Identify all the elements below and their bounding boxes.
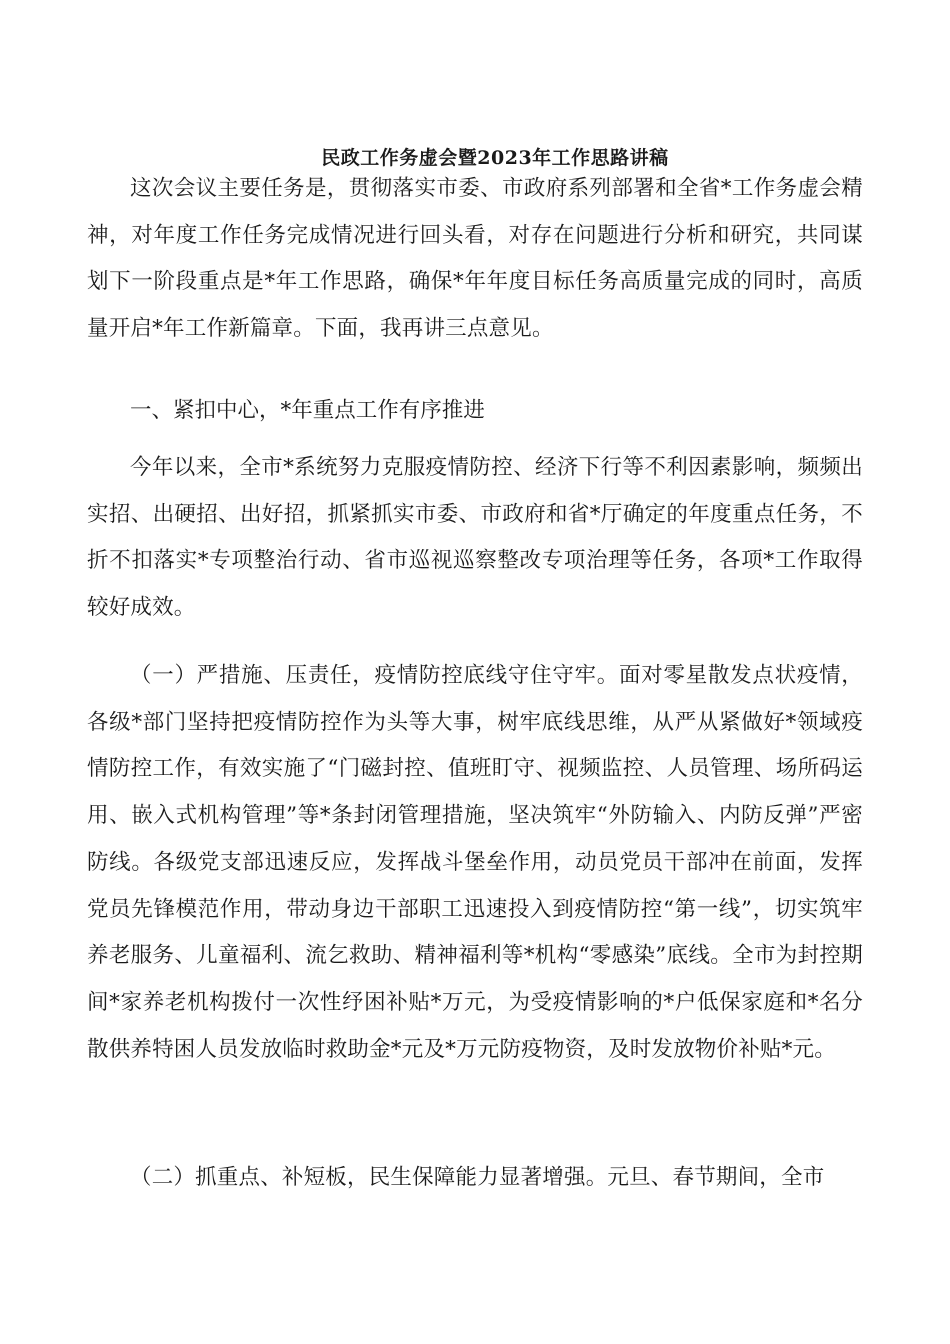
item-paragraph-2: （二）抓重点、补短板，民生保障能力显著增强。元旦、春节期间，全市 bbox=[130, 1165, 825, 1190]
intro-paragraph: 这次会议主要任务是，贯彻落实市委、市政府系列部署和全省*工作务虚会精神，对年度工作任务完成情况进行回头看，对存在问题进行分析和研究，共同谋划下一阶段重点是*年工作思路，确保*年年度目标任务高质量完成的同时，高质量开启*年工作新篇章。下面，我再讲三点意见。 bbox=[87, 176, 863, 342]
item-paragraph-1: （一）严措施、压责任，疫情防控底线守住守牢。面对零星散发点状疫情，各级*部门坚持把疫情防控作为头等大事，树牢底线思维，从严从紧做好*领域疫情防控工作，有效实施了“门磁封控、值班盯守、视频监控、人员管理、场所码运用、嵌入式机构管理”等*条封闭管理措施，坚决筑牢“外防输入、内防反弹”严密防线。各级党支部迅速反应，发挥战斗堡垒作用，动员党员干部冲在前面，发挥党员先锋模范作用，带动身边干部职工迅速投入到疫情防控“第一线”，切实筑牢养老服务、儿童福利、流乞救助、精神福利等*机构“零感染”底线。全市为封控期间*家养老机构拨付一次性纾困补贴*万元，为受疫情影响的*户低保家庭和*名分散供养特困人员发放临时救助金*元及*万元防疫物资，及时发放物价补贴*元。 bbox=[87, 663, 863, 1062]
section-body-paragraph: 今年以来，全市*系统努力克服疫情防控、经济下行等不利因素影响，频频出实招、出硬招、出好招，抓紧抓实市委、市政府和省*厅确定的年度重点任务，不折不扣落实*专项整治行动、省市巡视巡察整改专项治理等任务，各项*工作取得较好成效。 bbox=[87, 455, 863, 621]
section-heading: 一、紧扣中心，*年重点工作有序推进 bbox=[130, 398, 485, 423]
document-title: 民政工作务虚会暨2023年工作思路讲稿 bbox=[321, 147, 669, 169]
